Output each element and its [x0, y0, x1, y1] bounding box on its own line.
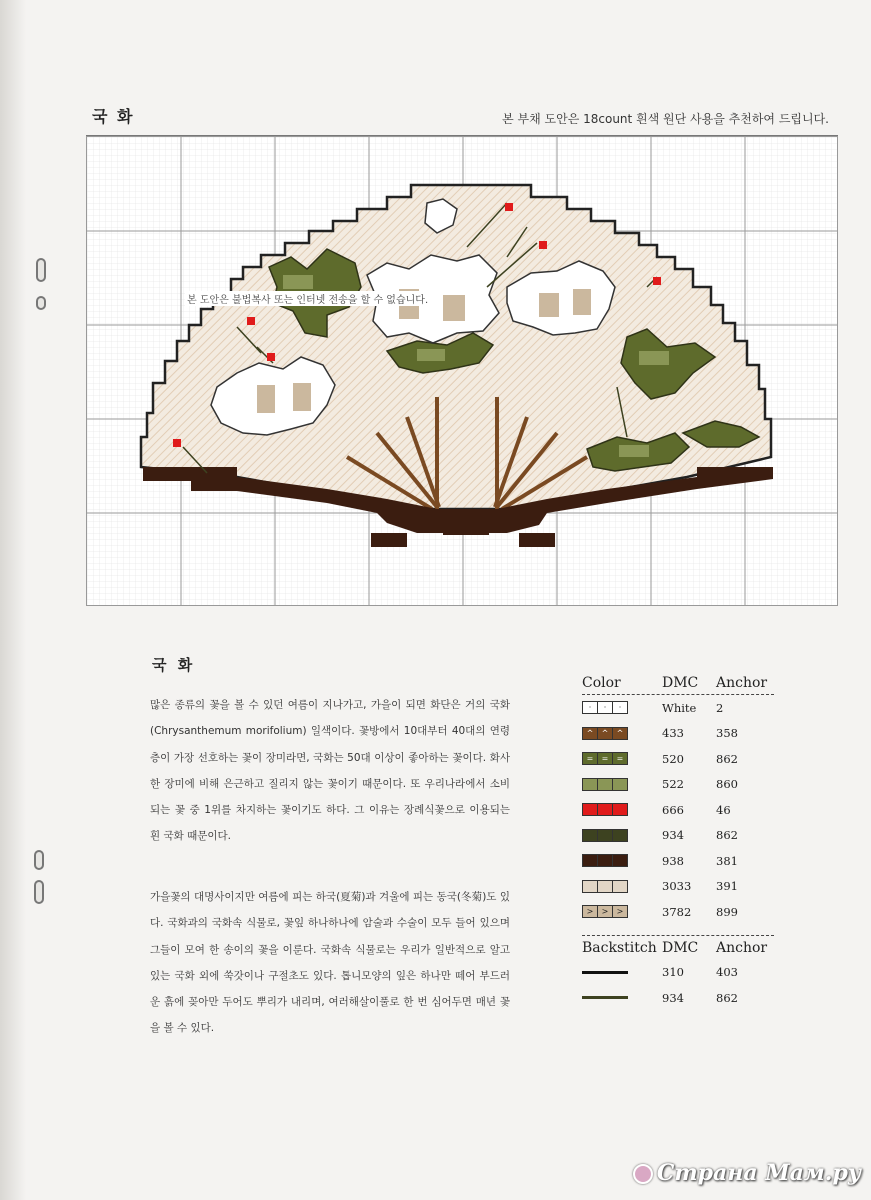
backstitch-dmc: 934: [662, 990, 684, 1005]
swatch-cell: [583, 881, 598, 892]
backstitch-line: [582, 996, 628, 999]
swatch-cell: ·: [613, 702, 627, 713]
legend-row: [582, 746, 774, 772]
swatch-cell: [583, 779, 598, 790]
legend-rows: [582, 695, 774, 925]
legend-dmc: White: [662, 700, 697, 715]
page-title: 국 화: [92, 107, 135, 126]
legend-swatch-cell: [582, 905, 662, 918]
swatch-cell: ·: [583, 702, 598, 713]
color-swatch: [582, 854, 628, 867]
backstitch-header: [582, 940, 774, 960]
swatch-cell: >: [613, 906, 627, 917]
legend-dmc: 934: [662, 828, 684, 843]
legend-anchor: 2: [716, 700, 724, 715]
swatch-cell: [613, 855, 627, 866]
backstitch-line-cell: [582, 971, 662, 974]
legend-anchor: 862: [716, 828, 738, 843]
backstitch-row: [582, 960, 774, 986]
legend-header-dmc: DMC: [662, 675, 699, 691]
legend-divider: [582, 935, 774, 936]
legend-anchor: 899: [716, 904, 738, 919]
legend-header-anchor: Anchor: [716, 675, 768, 691]
watermark: [633, 1160, 861, 1186]
backstitch-header-anchor: Anchor: [716, 939, 768, 956]
legend-anchor: 46: [716, 802, 731, 817]
swatch-cell: ^: [613, 728, 627, 739]
legend-swatch-cell: [582, 829, 662, 842]
color-legend: [582, 675, 774, 1011]
backstitch-row: [582, 985, 774, 1011]
section-title: 국 화: [152, 656, 196, 674]
chart-graphic: [87, 137, 838, 606]
backstitch-header-label: Backstitch: [582, 939, 657, 956]
legend-swatch-cell: [582, 752, 662, 765]
legend-anchor: 358: [716, 726, 738, 741]
color-swatch: [582, 778, 628, 791]
legend-dmc: 3033: [662, 879, 692, 894]
legend-swatch-cell: [582, 803, 662, 816]
legend-swatch-cell: [582, 701, 662, 714]
binder-ring-bottom-lower: [34, 880, 44, 904]
swatch-cell: ^: [583, 728, 598, 739]
legend-header: [582, 675, 774, 695]
backstitch-rows: [582, 960, 774, 1011]
color-swatch: [582, 803, 628, 816]
color-swatch: [582, 727, 628, 740]
swatch-cell: [598, 779, 613, 790]
swatch-cell: [598, 830, 613, 841]
swatch-cell: [613, 881, 627, 892]
legend-anchor: 862: [716, 751, 738, 766]
binder-ring-top: [36, 258, 46, 282]
legend-dmc: 666: [662, 802, 684, 817]
legend-anchor: 381: [716, 853, 738, 868]
description-paragraph-2: 가을꽃의 대명사이지만 여름에 피는 하국(夏菊)과 겨울에 피는 동국(冬菊)도 있다. 국화과의 국화속 식물로, 꽃잎 하나하나에 암술과 수술이 모두 들어 있으며 그들이 모여 한 송이의 꽃을 이룬다. 국화속 식물로는 우리가 일반적으로 알고 있는 국화 외에 쑥갓이나 구절초도 있다. 톱니모양의 잎은 하나만 떼어 부드러운 흙에 꽂아만 두어도 뿌리가 내리며, 여러해살이풀로 한 번 심어두면 매년 꽃을 볼 수 있다.: [150, 891, 510, 1035]
legend-dmc: 938: [662, 853, 684, 868]
binding-edge: [0, 0, 26, 1200]
legend-anchor: 860: [716, 777, 738, 792]
legend-header-color: Color: [582, 675, 621, 691]
legend-row: [582, 721, 774, 747]
swatch-cell: [583, 830, 598, 841]
swatch-cell: [613, 804, 627, 815]
legend-row: [582, 823, 774, 849]
fabric-recommendation: 본 부채 도안은 18count 흰색 원단 사용을 추천하여 드립니다.: [502, 112, 829, 126]
description-paragraph-1: 많은 종류의 꽃을 볼 수 있던 여름이 지나가고, 가을이 되면 화단은 거의 국화(Chrysanthemum morifolium) 일색이다. 꽃방에서 10대부터 40대의 연령층이 가장 선호하는 꽃이 장미라면, 국화는 50대 이상이 좋아하는 꽃이다. 화사한 장미에 비해 은근하고 질리지 않는 꽃이기 때문이다. 또 우리나라에서 소비되는 꽃 중 1위를 차지하는 꽃이기도 하다. 그 이유는 장례식꽃으로 이용되는 흰 국화 때문이다.: [150, 699, 510, 843]
legend-row: [582, 899, 774, 925]
binder-ring-top-lower: [36, 296, 46, 310]
color-swatch: [582, 701, 628, 714]
backstitch-line: [582, 971, 628, 974]
backstitch-dmc: 310: [662, 965, 684, 980]
binder-ring-bottom: [34, 850, 44, 870]
legend-dmc: 433: [662, 726, 684, 741]
watermark-logo-icon: [633, 1164, 653, 1184]
watermark-text: Страна Мам.ру: [656, 1160, 861, 1186]
legend-row: [582, 848, 774, 874]
legend-row: [582, 797, 774, 823]
swatch-cell: [583, 804, 598, 815]
legend-swatch-cell: [582, 854, 662, 867]
copyright-notice: 본 도안은 불법복사 또는 인터넷 전송을 할 수 없습니다.: [185, 291, 430, 306]
legend-row: [582, 772, 774, 798]
legend-swatch-cell: [582, 880, 662, 893]
backstitch-header-dmc: DMC: [662, 939, 699, 956]
swatch-cell: [583, 855, 598, 866]
backstitch-anchor: 862: [716, 990, 738, 1005]
swatch-cell: >: [598, 906, 613, 917]
legend-dmc: 522: [662, 777, 684, 792]
legend-row: [582, 874, 774, 900]
swatch-cell: >: [583, 906, 598, 917]
backstitch-line-cell: [582, 996, 662, 999]
swatch-cell: =: [598, 753, 613, 764]
legend-swatch-cell: [582, 727, 662, 740]
color-swatch: [582, 880, 628, 893]
color-swatch: [582, 829, 628, 842]
backstitch-anchor: 403: [716, 965, 738, 980]
swatch-cell: [613, 779, 627, 790]
color-swatch: [582, 905, 628, 918]
swatch-cell: =: [583, 753, 598, 764]
legend-anchor: 391: [716, 879, 738, 894]
legend-swatch-cell: [582, 778, 662, 791]
legend-row: [582, 695, 774, 721]
swatch-cell: =: [613, 753, 627, 764]
swatch-cell: [598, 855, 613, 866]
swatch-cell: [613, 830, 627, 841]
cross-stitch-chart: [86, 136, 838, 606]
legend-dmc: 3782: [662, 904, 692, 919]
swatch-cell: ·: [598, 702, 613, 713]
color-swatch: [582, 752, 628, 765]
swatch-cell: ^: [598, 728, 613, 739]
swatch-cell: [598, 881, 613, 892]
swatch-cell: [598, 804, 613, 815]
legend-dmc: 520: [662, 751, 684, 766]
